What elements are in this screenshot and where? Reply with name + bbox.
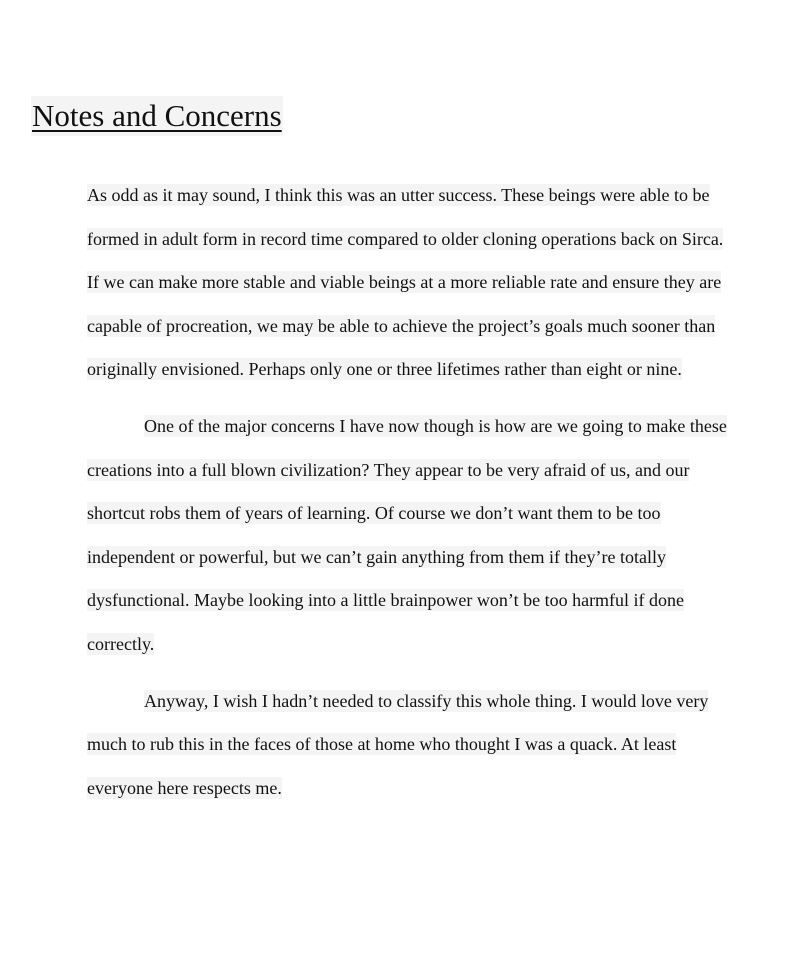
text-line: creations into a full blown civilization? They appear to be very afraid of us, and our (87, 459, 690, 480)
paragraph-3 (87, 680, 767, 811)
page-title: Notes and Concerns (31, 96, 283, 136)
text-line: formed in adult form in record time compared to older cloning operations back on Sirca. (87, 228, 724, 249)
text-line: If we can make more stable and viable beings at a more reliable rate and ensure they are (87, 272, 722, 293)
text-line: independent or powerful, but we can’t gain anything from them if they’re totally (87, 546, 666, 567)
paragraph-spacing (87, 667, 767, 680)
text-line: correctly. (87, 633, 155, 654)
text-line: One of the major concerns I have now though is how are we going to make these (144, 415, 727, 436)
text-line: Anyway, I wish I hadn’t needed to classify this whole thing. I would love very (144, 690, 709, 711)
text-line: shortcut robs them of years of learning. Of course we don’t want them to be too (87, 503, 661, 524)
paragraph-1 (87, 174, 767, 392)
text-line: dysfunctional. Maybe looking into a little brainpower won’t be too harmful if done (87, 590, 685, 611)
text-line: capable of procreation, we may be able to achieve the project’s goals much sooner than (87, 315, 716, 336)
paragraph-2 (87, 405, 767, 667)
paragraph-spacing (87, 392, 767, 405)
document-body (87, 174, 767, 810)
text-line: originally envisioned. Perhaps only one or three lifetimes rather than eight or nine. (87, 359, 682, 380)
text-line: much to rub this in the faces of those at home who thought I was a quack. At least (87, 734, 677, 755)
text-line: everyone here respects me. (87, 777, 282, 798)
text-line: As odd as it may sound, I think this was an utter success. These beings were able to be (87, 185, 710, 205)
